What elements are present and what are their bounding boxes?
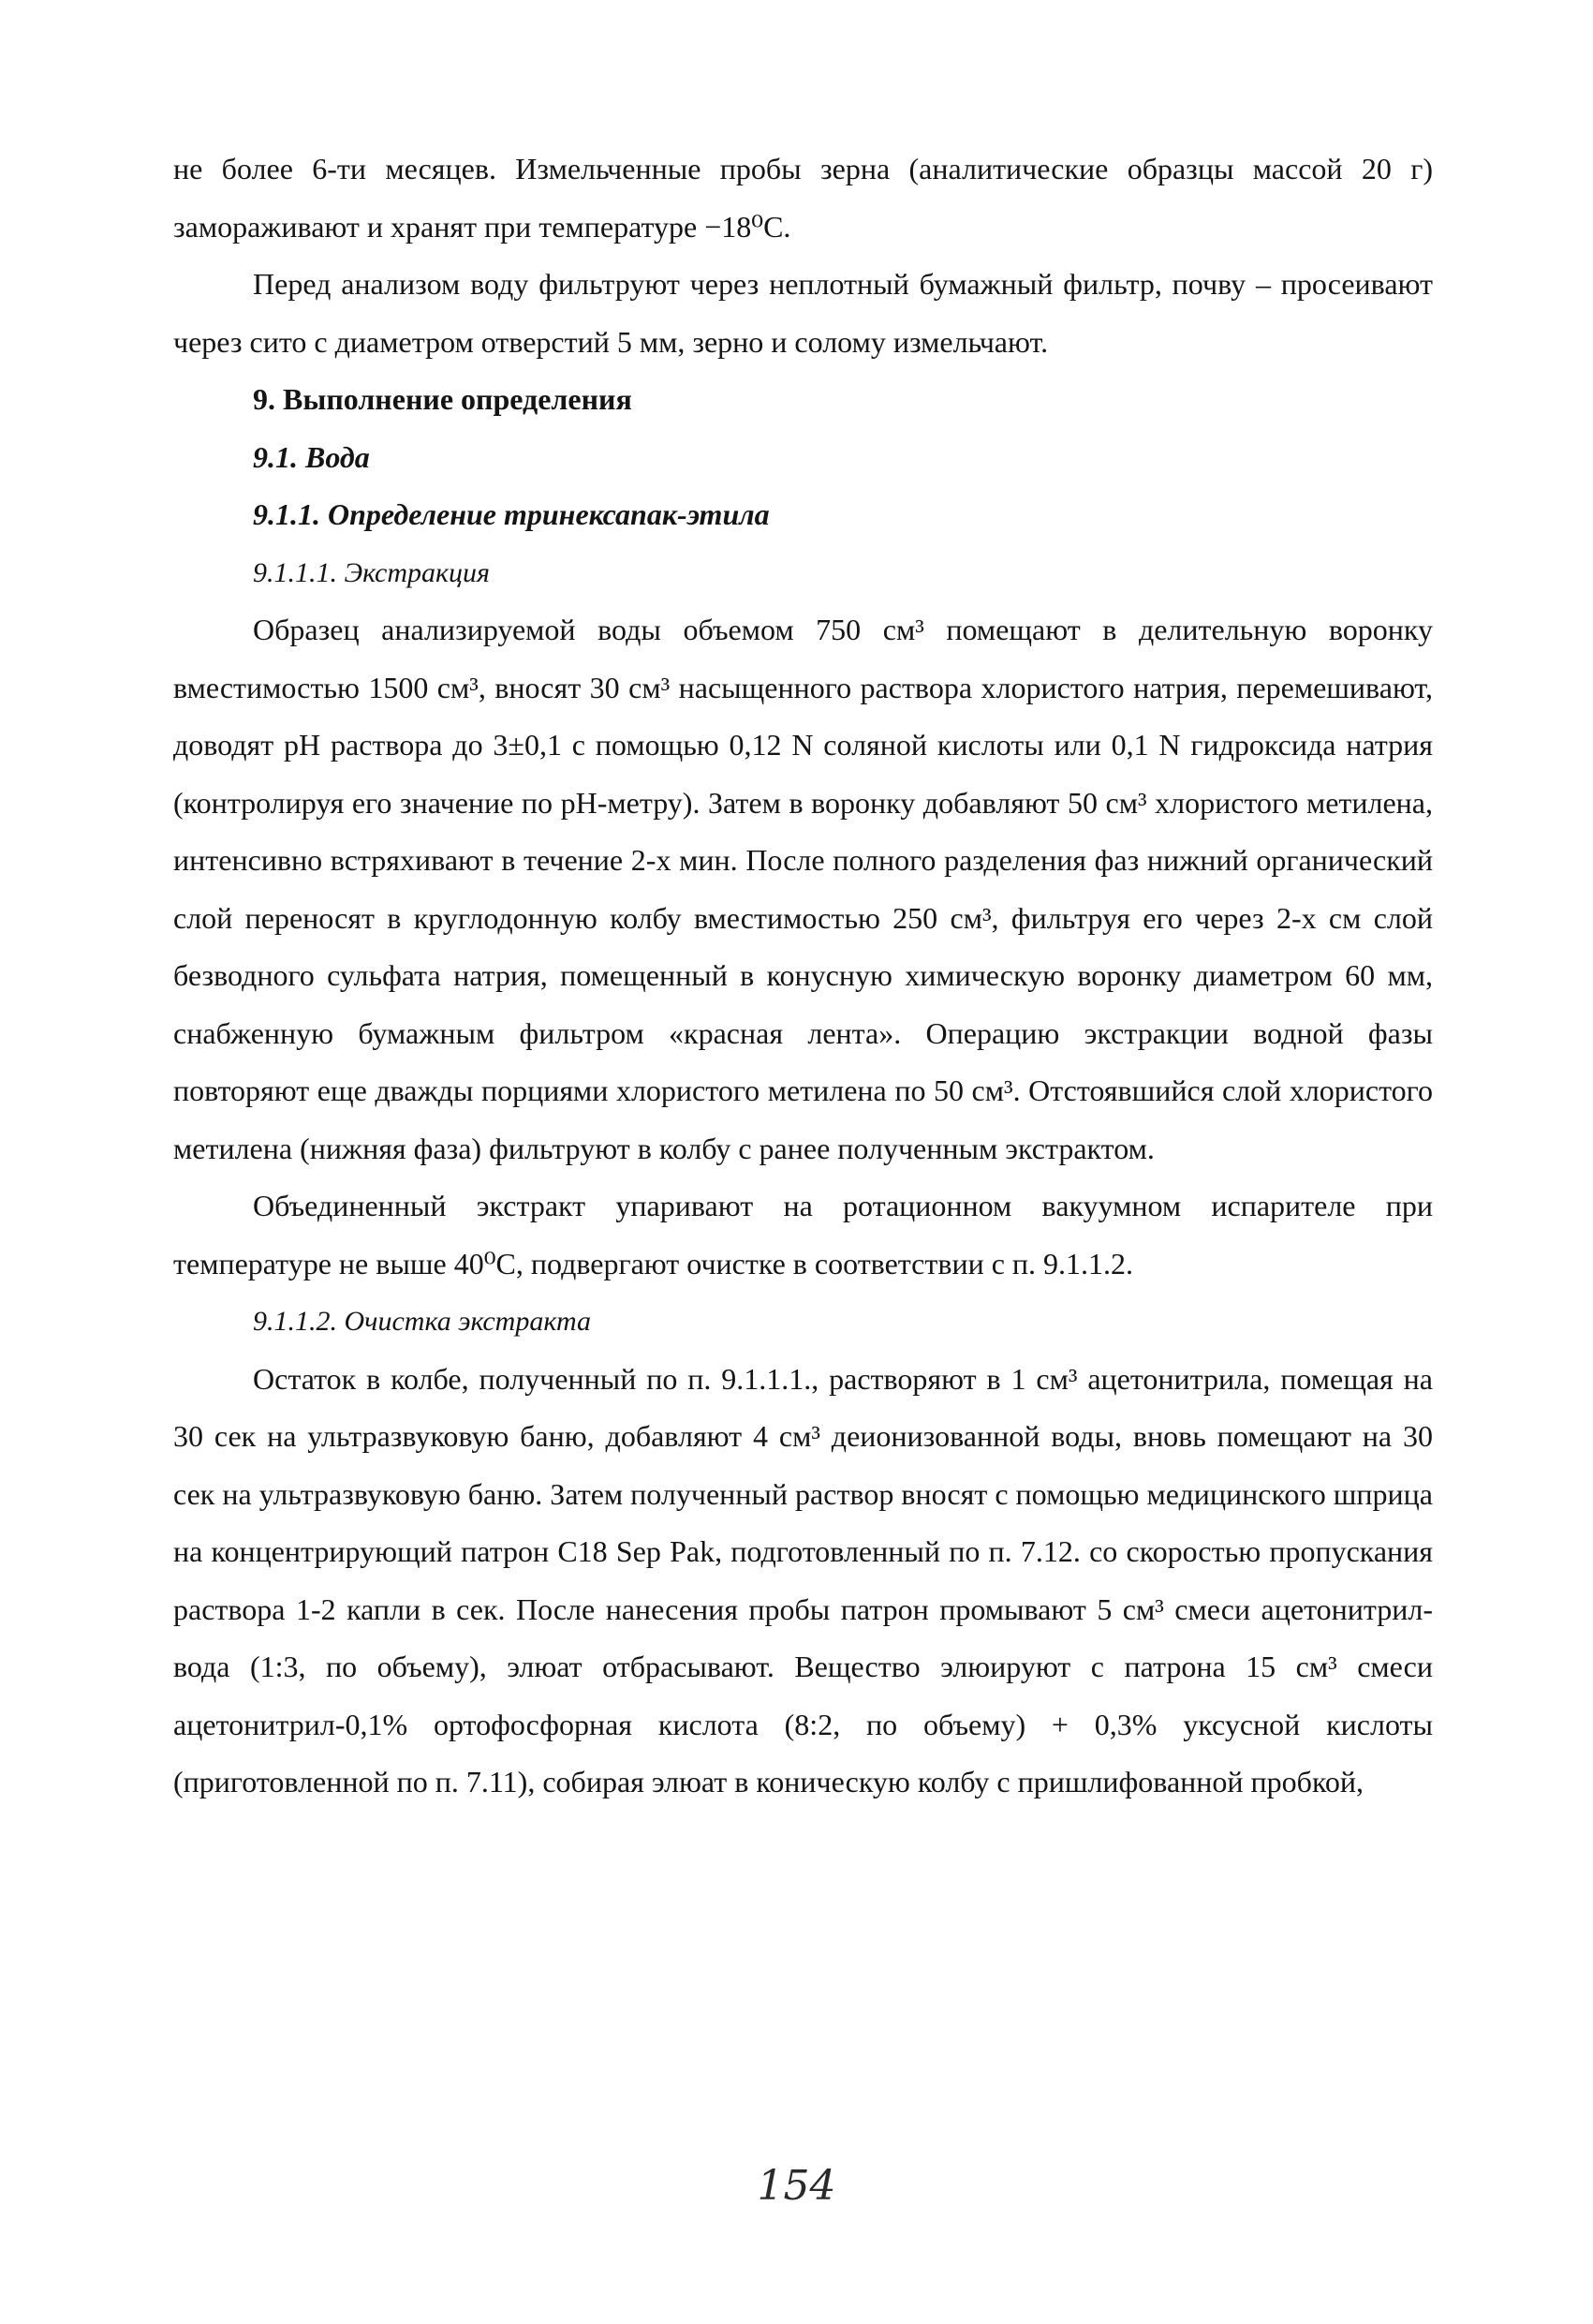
heading-section-9: 9. Выполнение определения	[253, 382, 632, 416]
paragraph-extraction: Образец анализируемой воды объемом 750 см³ помещают в делительную воронку вместимостью 1500 см³, вносят 30 см³ насыщенного раствора хлористого натрия, перемешивают, доводят рН раствора до 3±0,1 с помощью 0,12 N соляной кислоты или 0,1 N гидроксида натрия (контролируя его значение по рН-метру). Затем в воронку добавляют 50 см³ хлористого метилена, интенсивно встряхивают в течение 2-х мин. После полного разделения фаз нижний органический слой переносят в круглодонную колбу вместимостью 250 см³, фильтруя его через 2-х см слой безводного сульфата натрия, помещенный в конусную химическую воронку диаметром 60 мм, снабженную бумажным фильтром «красная лента». Операцию экстракции водной фазы повторяют еще дважды порциями хлористого метилена по 50 см³. Отстоявшийся слой хлористого метилена (нижняя фаза) фильтруют в колбу с ранее полученным экстрактом.	[173, 613, 1433, 1165]
document-page	[173, 141, 1433, 1812]
heading-determination: 9.1.1. Определение тринексапак-этила	[253, 497, 770, 531]
paragraph-evaporation: Объединенный экстракт упаривают на ротационном вакуумном испарителе при температуре не выше 40⁰С, подвергают очистке в соответствии с п. 9.1.1.2.	[173, 1189, 1433, 1280]
paragraph-cleanup: Остаток в колбе, полученный по п. 9.1.1.1., растворяют в 1 см³ ацетонитрила, помещая на 30 сек на ультразвуковую баню, добавляют 4 см³ деионизованной воды, вновь помещают на 30 сек на ультразвуковую баню. Затем полученный раствор вносят с помощью медицинского шприца на концентрирующий патрон С18 Sep Pak, подготовленный по п. 7.12. со скоростью пропускания раствора 1-2 капли в сек. После нанесения пробы патрон промывают 5 см³ смеси ацетонитрил-вода (1:3, по объему), элюат отбрасывают. Вещество элюируют с патрона 15 см³ смеси ацетонитрил-0,1% ортофосфорная кислота (8:2, по объему) + 0,3% уксусной кислоты (приготовленной по п. 7.11), собирая элюат в коническую колбу с пришлифованной пробкой,	[173, 1361, 1433, 1799]
heading-extraction: 9.1.1.1. Экстракция	[253, 556, 490, 588]
heading-cleanup: 9.1.1.2. Очистка экстракта	[253, 1306, 592, 1337]
heading-water: 9.1. Вода	[253, 439, 370, 474]
paragraph-storage: не более 6-ти месяцев. Измельченные пробы зерна (аналитические образцы массой 20 г) замораживают и хранят при температуре −18⁰С.	[173, 152, 1433, 244]
page-number: 154	[757, 2162, 836, 2210]
paragraph-preparation: Перед анализом воду фильтруют через неплотный бумажный фильтр, почву – просеивают через сито с диаметром отверстий 5 мм, зерно и солому измельчают.	[173, 267, 1433, 359]
